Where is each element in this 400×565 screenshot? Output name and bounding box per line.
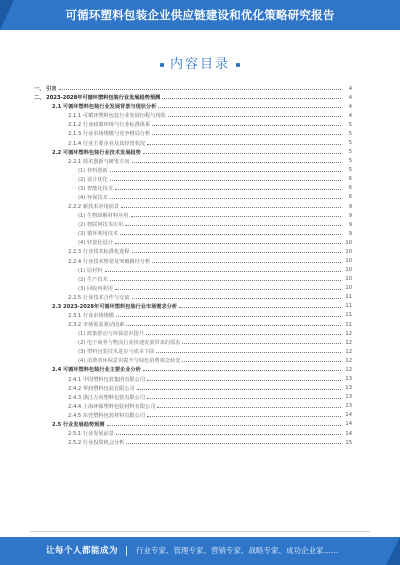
- toc-entry-label: 2.1 可循环塑料包装行业发展背景与现状分析: [52, 104, 157, 111]
- toc-entry[interactable]: [34, 356, 352, 365]
- square-bullet-icon: [160, 63, 164, 67]
- toc-entry-page: 13: [345, 403, 352, 410]
- toc-entry-label: (2) 设计优化: [78, 176, 108, 183]
- toc-entry[interactable]: [34, 184, 352, 193]
- toc-entry-label: (4) 环保技术: [78, 194, 108, 201]
- toc-entry-page: 11: [345, 312, 352, 319]
- toc-dot-leader: [59, 89, 341, 90]
- toc-entry-page: 5: [348, 121, 352, 128]
- square-bullet-icon: [236, 63, 240, 67]
- toc-dot-leader: [182, 361, 341, 362]
- report-title: 可循环塑料包装企业供应链建设和优化策略研究报告: [65, 8, 335, 22]
- toc-entry[interactable]: [34, 220, 352, 229]
- footer-separator: [126, 546, 127, 556]
- toc-dot-leader: [132, 252, 341, 253]
- toc-entry-label: 2.3 2023-2028年可循环塑料包装行业市场需求分析: [52, 303, 178, 310]
- toc-entry-page: 10: [345, 276, 352, 283]
- toc-entry-label: 2.1.2 行业政策环境与行业标准体系: [68, 122, 151, 129]
- toc-entry-label: 2.2.3 行业技术标准化进程: [68, 249, 130, 256]
- toc-entry-label: (2) 生产技术: [78, 276, 108, 283]
- toc-entry[interactable]: [34, 420, 352, 429]
- toc-dot-leader: [143, 370, 341, 371]
- toc-entry-label: 2.4.4 上海环保塑料包装材料有限公司: [68, 403, 156, 410]
- toc-entry-page: 10: [345, 239, 352, 246]
- toc-entry-page: 15: [345, 439, 352, 446]
- toc-entry[interactable]: [34, 129, 352, 138]
- toc-entry-label: 2.2.1 技术创新与研发方向: [68, 158, 130, 165]
- toc-dot-leader: [126, 325, 341, 326]
- toc-entry-label: 2.4.5 东莞塑料包装材料有限公司: [68, 412, 146, 419]
- toc-entry[interactable]: [34, 148, 352, 157]
- toc-entry-label: 一、 引言: [34, 86, 57, 93]
- toc-entry[interactable]: [34, 266, 352, 275]
- toc-dot-leader: [158, 107, 341, 108]
- toc-dot-leader: [147, 144, 341, 145]
- toc-entry-label: (3) 回收再利用: [78, 285, 113, 292]
- toc-entry-label: 2.3.1 行业市场规模: [68, 312, 114, 319]
- toc-entry[interactable]: [34, 256, 352, 265]
- toc-entry-label: 2.1.3 行业市场规模与竞争格局分析: [68, 131, 151, 138]
- toc-entry[interactable]: [34, 120, 352, 129]
- toc-entry-label: 2.5.1 行业发展前景: [68, 431, 114, 437]
- toc-entry-page: 4: [348, 103, 352, 110]
- toc-dot-leader: [162, 98, 341, 99]
- toc-dot-leader: [182, 343, 341, 344]
- page-header: [0, 0, 400, 30]
- toc-dot-leader: [115, 189, 341, 190]
- toc-entry-page: 5: [348, 158, 352, 165]
- toc-dot-leader: [152, 125, 341, 126]
- toc-dot-leader: [116, 434, 341, 435]
- toc-dot-leader: [110, 198, 341, 199]
- toc-entry-label: 2.5 行业发展趋势预测: [52, 421, 105, 428]
- toc-entry[interactable]: [34, 93, 352, 102]
- toc-entry-page: 13: [345, 376, 352, 383]
- toc-entry-page: 11: [345, 303, 352, 310]
- toc-entry[interactable]: [34, 229, 352, 238]
- toc-entry-label: 2.4.3 浙江万向塑料包装有限公司: [68, 394, 146, 401]
- toc-entry[interactable]: [34, 102, 352, 111]
- toc-entry[interactable]: [34, 193, 352, 202]
- toc-dot-leader: [152, 134, 341, 135]
- toc-dot-leader: [147, 416, 341, 417]
- table-of-contents: [34, 84, 352, 447]
- toc-entry-label: (1) 生物降解材料应用: [78, 213, 129, 220]
- toc-entry[interactable]: [34, 247, 352, 256]
- toc-entry[interactable]: [34, 84, 352, 93]
- toc-entry-label: 2.2.4 行业技术壁垒及突破路径分析: [68, 258, 151, 265]
- toc-entry-label: 2.4 可循环塑料包装行业主要企业分析: [52, 367, 141, 374]
- toc-entry[interactable]: [34, 166, 352, 175]
- toc-entry-label: (1) 材料创新: [78, 167, 108, 174]
- toc-entry-page: 10: [345, 267, 352, 274]
- toc-entry[interactable]: [34, 202, 352, 211]
- toc-dot-leader: [152, 262, 341, 263]
- toc-entry-label: 2.1.4 行业主要企业及其经营状况: [68, 140, 146, 147]
- toc-dot-leader: [115, 243, 341, 244]
- toc-entry[interactable]: [34, 111, 352, 120]
- toc-entry[interactable]: [34, 375, 352, 384]
- toc-entry-page: 12: [345, 339, 352, 346]
- toc-entry-page: 5: [348, 149, 352, 156]
- toc-entry[interactable]: [34, 275, 352, 284]
- toc-entry-label: 2.1.1 可循环塑料包装行业发展历程与现状: [68, 113, 166, 120]
- toc-dot-leader: [137, 389, 341, 390]
- toc-entry[interactable]: [34, 402, 352, 411]
- toc-entry-label: 2.2.2 新技术应用前景: [68, 204, 120, 211]
- toc-entry-page: 4: [348, 94, 352, 101]
- toc-dot-leader: [116, 316, 341, 317]
- toc-entry-page: 9: [348, 230, 352, 237]
- toc-dot-leader: [147, 398, 341, 399]
- toc-entry[interactable]: [34, 438, 352, 447]
- footer-slogan: 让每个人都能成为: [46, 546, 119, 556]
- toc-heading-text: 内容目录: [169, 57, 230, 72]
- toc-dot-leader: [121, 207, 341, 208]
- toc-entry[interactable]: [34, 329, 352, 338]
- toc-entry-page: 12: [345, 348, 352, 355]
- toc-entry[interactable]: [34, 365, 352, 374]
- toc-entry[interactable]: [34, 393, 352, 402]
- toc-entry-page: 9: [348, 212, 352, 219]
- toc-entry[interactable]: [34, 175, 352, 184]
- toc-entry-page: 10: [345, 285, 352, 292]
- toc-entry-label: (2) 物联网技术应用: [78, 222, 124, 229]
- toc-entry-page: 13: [345, 385, 352, 392]
- toc-dot-leader: [146, 334, 341, 335]
- toc-dot-leader: [120, 234, 341, 235]
- toc-entry-page: 6: [348, 194, 352, 201]
- toc-entry-page: 13: [345, 394, 352, 401]
- toc-entry-label: (1) 原材料: [78, 267, 103, 274]
- toc-dot-leader: [110, 171, 341, 172]
- toc-entry-page: 12: [345, 366, 352, 373]
- toc-dot-leader: [110, 180, 341, 181]
- toc-entry[interactable]: [34, 384, 352, 393]
- toc-entry[interactable]: [34, 157, 352, 166]
- toc-entry-page: 9: [348, 203, 352, 210]
- footer-divider: [30, 531, 370, 532]
- toc-entry-page: 14: [345, 430, 352, 437]
- toc-dot-leader: [157, 407, 341, 408]
- toc-entry-label: 2.4.1 中国塑料包装集团有限公司: [68, 376, 146, 383]
- toc-entry-page: 11: [345, 294, 352, 301]
- toc-dot-leader: [143, 153, 341, 154]
- toc-entry-page: 12: [345, 357, 352, 364]
- toc-dot-leader: [115, 289, 341, 290]
- page-footer: [0, 537, 400, 565]
- toc-dot-leader: [126, 443, 341, 444]
- toc-entry-label: (4) 轻量化设计: [78, 240, 113, 247]
- toc-entry-page: 6: [348, 176, 352, 183]
- toc-entry[interactable]: [34, 293, 352, 302]
- toc-dot-leader: [156, 352, 341, 353]
- toc-entry-page: 4: [348, 85, 352, 92]
- toc-entry-label: 2.5.2 行业投资机会分析: [68, 440, 125, 447]
- toc-entry[interactable]: [34, 320, 352, 329]
- toc-entry-page: 5: [348, 167, 352, 174]
- toc-dot-leader: [132, 298, 341, 299]
- toc-entry-label: (3) 智能化技术: [78, 185, 113, 192]
- toc-heading: [0, 53, 400, 72]
- toc-entry-page: 5: [348, 130, 352, 137]
- toc-entry-page: 4: [348, 112, 352, 119]
- toc-entry-page: 9: [348, 221, 352, 228]
- toc-entry-label: 2.3.2 市场需求驱动因素: [68, 322, 125, 329]
- footer-tagline: 行业专家、管理专家、营销专家、战略专家、成功企业家……: [136, 546, 339, 555]
- toc-entry-label: 2.4.2 华润塑料包装有限公司: [68, 385, 135, 392]
- toc-dot-leader: [110, 280, 341, 281]
- toc-dot-leader: [107, 425, 342, 426]
- toc-entry[interactable]: [34, 347, 352, 356]
- toc-dot-leader: [131, 216, 342, 217]
- toc-entry-label: 2.2.5 行业技术合作与交流: [68, 294, 130, 301]
- toc-dot-leader: [132, 162, 341, 163]
- toc-dot-leader: [105, 271, 341, 272]
- toc-entry[interactable]: [34, 302, 352, 311]
- toc-entry[interactable]: [34, 284, 352, 293]
- toc-entry[interactable]: [34, 411, 352, 420]
- footer-corner-decoration: [386, 537, 400, 565]
- toc-entry-page: 10: [345, 248, 352, 255]
- toc-entry-page: 12: [345, 330, 352, 337]
- toc-entry[interactable]: [34, 238, 352, 247]
- toc-entry[interactable]: [34, 138, 352, 147]
- toc-dot-leader: [147, 380, 341, 381]
- toc-entry-label: (1) 政策推动与环保意识提升: [78, 331, 145, 338]
- toc-dot-leader: [179, 307, 341, 308]
- toc-entry-label: (3) 塑料包装技术进步与成本下降: [78, 349, 155, 356]
- toc-entry-page: 10: [345, 258, 352, 265]
- toc-entry-label: (4) 消费者环保意识提升与绿色消费观念转变: [78, 358, 181, 365]
- toc-entry-page: 14: [345, 412, 352, 419]
- toc-entry-label: 2.2 可循环塑料包装行业技术发展趋势: [52, 149, 141, 156]
- toc-dot-leader: [168, 116, 341, 117]
- toc-entry[interactable]: [34, 211, 352, 220]
- toc-entry-label: 二、 2023-2028年可循环塑料包装行业发展趋势预测: [34, 95, 161, 102]
- toc-entry[interactable]: [34, 311, 352, 320]
- toc-entry[interactable]: [34, 338, 352, 347]
- toc-entry-label: (2) 电子商务与物流行业快速发展带来的需求: [78, 340, 181, 347]
- toc-entry-page: 6: [348, 185, 352, 192]
- toc-entry-page: 5: [348, 140, 352, 146]
- toc-entry-page: 11: [345, 321, 352, 328]
- toc-dot-leader: [125, 225, 341, 226]
- toc-entry-page: 14: [345, 421, 352, 428]
- toc-entry[interactable]: [34, 429, 352, 438]
- toc-entry-label: (3) 循环利用技术: [78, 231, 119, 238]
